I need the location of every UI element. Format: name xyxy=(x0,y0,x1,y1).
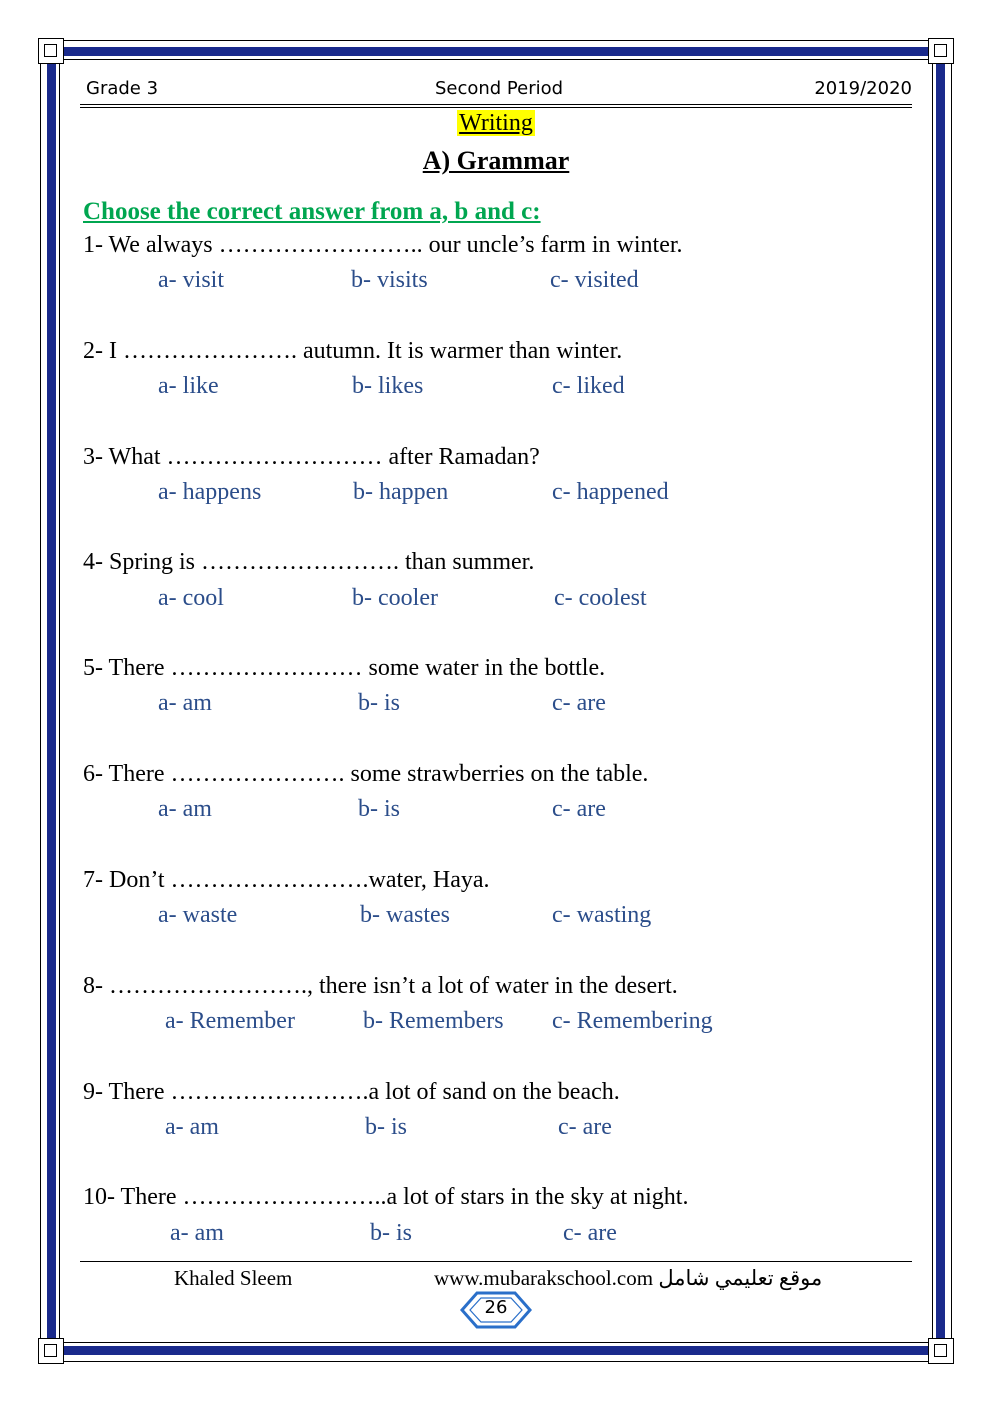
option-b[interactable]: b- wastes xyxy=(360,902,450,928)
option-c[interactable]: c- coolest xyxy=(554,585,647,611)
option-a[interactable]: a- visit xyxy=(158,267,224,293)
footer-rule xyxy=(80,1261,912,1262)
page-number: 26 xyxy=(484,1297,508,1318)
option-a[interactable]: a- am xyxy=(158,690,212,716)
option-b[interactable]: b- is xyxy=(358,690,400,716)
footer-website: www.mubarakschool.com موقع تعليمي شامل xyxy=(434,1266,823,1290)
section-title xyxy=(0,110,992,137)
header-grade: Grade 3 xyxy=(86,78,159,99)
option-c[interactable]: c- are xyxy=(552,690,606,716)
option-a[interactable]: a- like xyxy=(158,373,219,399)
question-8: 8- ……………………., there isn’t a lot of water in the desert. xyxy=(83,973,678,999)
option-a[interactable]: a- happens xyxy=(158,479,262,505)
option-b[interactable]: b- likes xyxy=(352,373,424,399)
corner-ornament-top-right xyxy=(928,38,954,64)
question-6: 6- There …………………. some strawberries on the table. xyxy=(83,761,649,787)
option-c[interactable]: c- visited xyxy=(550,267,639,293)
corner-ornament-bottom-right xyxy=(928,1338,954,1364)
option-b[interactable]: b- is xyxy=(370,1220,412,1246)
question-7: 7- Don’t …………………….water, Haya. xyxy=(83,867,490,893)
section-title-text: Writing xyxy=(459,110,533,136)
option-c[interactable]: c- are xyxy=(552,796,606,822)
option-c[interactable]: c- liked xyxy=(552,373,625,399)
header-period: Second Period xyxy=(434,78,564,99)
option-c[interactable]: c- are xyxy=(558,1114,612,1140)
option-b[interactable]: b- is xyxy=(358,796,400,822)
question-5: 5- There …………………… some water in the bottle. xyxy=(83,655,606,681)
option-a[interactable]: a- Remember xyxy=(165,1008,295,1034)
instruction-text: Choose the correct answer from a, b and c: xyxy=(83,198,541,225)
question-2: 2- I …………………. autumn. It is warmer than winter. xyxy=(83,338,623,364)
option-b[interactable]: b- Remembers xyxy=(363,1008,504,1034)
corner-ornament-top-left xyxy=(38,38,64,64)
option-a[interactable]: a- am xyxy=(170,1220,224,1246)
option-a[interactable]: a- am xyxy=(158,796,212,822)
question-10: 10- There ……………………..a lot of stars in the sky at night. xyxy=(83,1184,689,1210)
option-a[interactable]: a- cool xyxy=(158,585,224,611)
question-3: 3- What ……………………… after Ramadan? xyxy=(83,444,540,470)
header-year: 2019/2020 xyxy=(814,78,912,99)
option-c[interactable]: c- happened xyxy=(552,479,669,505)
page-header xyxy=(86,76,912,102)
option-a[interactable]: a- am xyxy=(165,1114,219,1140)
option-a[interactable]: a- waste xyxy=(158,902,238,928)
question-9: 9- There …………………….a lot of sand on the beach. xyxy=(83,1079,620,1105)
option-b[interactable]: b- visits xyxy=(351,267,428,293)
option-b[interactable]: b- happen xyxy=(353,479,449,505)
footer-author: Khaled Sleem xyxy=(174,1266,293,1290)
option-b[interactable]: b- is xyxy=(365,1114,407,1140)
question-1: 1- We always …………………….. our uncle’s farm in winter. xyxy=(83,232,683,258)
option-c[interactable]: c- wasting xyxy=(552,902,652,928)
header-rule-double xyxy=(80,107,912,108)
option-b[interactable]: b- cooler xyxy=(352,585,438,611)
subsection-title: A) Grammar xyxy=(422,146,570,175)
corner-ornament-bottom-left xyxy=(38,1338,64,1364)
option-c[interactable]: c- are xyxy=(563,1220,617,1246)
question-4: 4- Spring is ……………………. than summer. xyxy=(83,549,535,575)
header-rule xyxy=(80,104,912,105)
option-c[interactable]: c- Remembering xyxy=(552,1008,713,1034)
